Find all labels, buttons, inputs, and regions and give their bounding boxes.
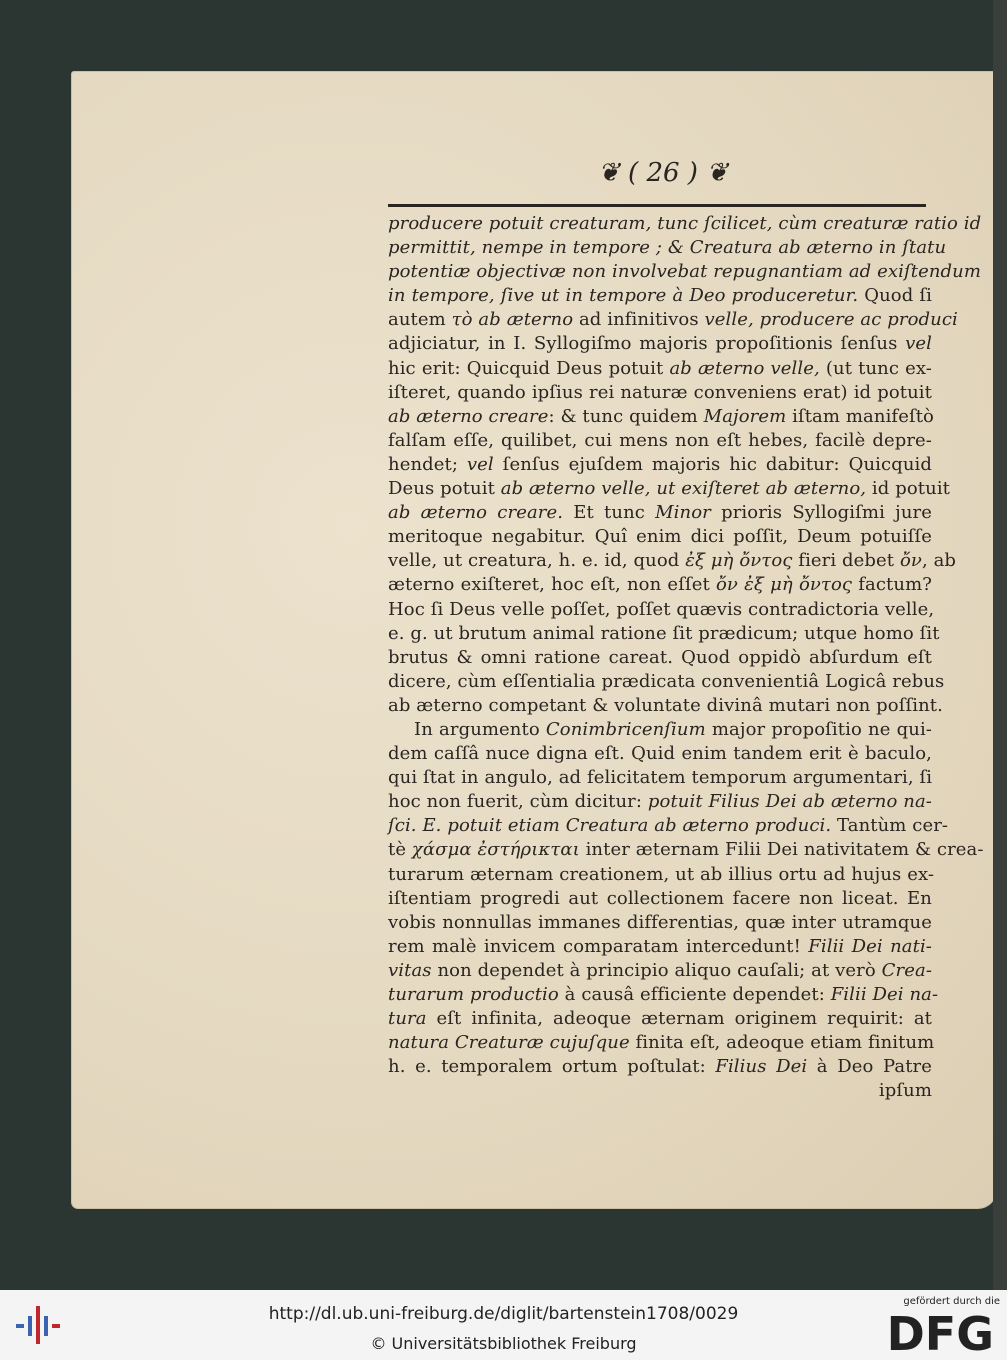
text-segment: ἐξ μὴ ὄντος <box>685 550 793 572</box>
text-line <box>388 622 940 646</box>
text-segment: prioris Syllogiſmi jure <box>710 502 932 524</box>
text-segment: finita eſt, adeoque etiam finitum <box>629 1032 935 1054</box>
text-segment: Deus potuit <box>388 478 501 500</box>
page-edge <box>993 0 1007 1290</box>
text-segment: Filius Dei <box>715 1056 808 1078</box>
text-line <box>388 212 982 236</box>
text-line <box>388 838 984 862</box>
text-segment: ὄν ἐξ μὴ ὄντος <box>715 574 853 596</box>
text-segment: ipſum <box>878 1080 932 1102</box>
text-line <box>388 598 935 622</box>
text-segment: vitas <box>388 959 432 981</box>
text-segment: qui ſtat in angulo, ad felicitatem temporum argumentari, ſi <box>388 767 933 789</box>
text-segment: hoc non fuerit, cùm dicitur: <box>388 791 648 813</box>
text-segment: ab æterno creare <box>388 405 549 427</box>
ornament-left-icon: ❦ <box>597 158 629 188</box>
text-segment: Et tunc <box>563 502 656 524</box>
text-segment: adjiciatur, in I. Syllogiſmo majoris propoſitionis ſenſus <box>388 333 906 355</box>
text-line <box>388 887 932 911</box>
text-segment: vel <box>905 333 932 355</box>
text-segment: rem malè invicem comparatam intercedunt! <box>388 935 809 957</box>
text-segment: brutus & omni ratione careat. Quod oppidò abſurdum eſt <box>388 646 932 668</box>
text-line <box>388 429 932 453</box>
text-line <box>388 790 932 814</box>
text-segment: Filii Dei nati- <box>808 935 932 957</box>
text-segment: ad infinitivos <box>573 309 705 331</box>
text-line <box>388 501 932 525</box>
footer-url[interactable]: http://dl.ub.uni-freiburg.de/diglit/bartenstein1708/0029 <box>268 1304 739 1324</box>
text-segment: dicere, cùm eſſentialia prædicata convenientiâ Logicâ rebus <box>388 670 945 692</box>
text-segment: meritoque negabitur. Quî enim dici poſſit, Deum potuiſſe <box>388 526 932 548</box>
text-segment: in tempore, ſive ut in tempore à Deo produceretur. <box>388 285 859 307</box>
text-line <box>388 381 932 405</box>
text-segment: permittit, nempe in tempore ; & Creatura ab æterno in ſtatu <box>388 237 947 259</box>
text-line <box>388 525 932 549</box>
text-line <box>388 766 932 790</box>
text-line <box>388 814 949 838</box>
text-segment: potuit Filius Dei ab æterno na- <box>647 791 932 813</box>
text-line <box>388 1055 932 1079</box>
text-segment: turarum æternam creationem, ut ab illius ortu ad hujus ex- <box>388 863 935 885</box>
text-line <box>388 236 947 260</box>
text-line <box>388 646 932 670</box>
text-segment: Minor <box>655 502 711 524</box>
text-line <box>388 405 932 429</box>
text-line <box>388 983 939 1007</box>
text-segment: ὄν <box>899 550 922 572</box>
text-segment: natura Creaturæ cujuſque <box>388 1032 630 1054</box>
text-segment: Quod ſi <box>858 285 932 307</box>
text-segment: ab æterno creare. <box>388 502 564 524</box>
text-segment: inter æternam Filii Dei nativitatem & crea- <box>579 839 984 861</box>
ornament-right-icon: ❦ <box>697 158 729 188</box>
text-segment: producere potuit creaturam, tunc ſcilicet, cùm creaturæ ratio id <box>388 213 982 234</box>
text-line <box>388 477 951 501</box>
page-number: ( 26 ) <box>628 158 698 188</box>
text-segment: iſteret, quando ipſius rei naturæ conveniens erat) id potuit <box>388 381 932 403</box>
text-segment: ab æterno velle, ut exiſteret ab æterno, <box>500 478 867 500</box>
text-line <box>388 935 932 959</box>
text-line <box>388 863 935 887</box>
text-segment: In argumento <box>414 718 546 740</box>
text-segment: Conimbricenſium <box>545 718 706 740</box>
text-line <box>388 549 957 573</box>
text-segment: vel <box>466 453 494 475</box>
text-line <box>388 694 943 718</box>
text-segment: Tantùm cer- <box>831 815 949 837</box>
footer-copyright: © Universitätsbibliothek Freiburg <box>370 1334 637 1353</box>
text-segment: : & tunc quidem <box>548 405 704 427</box>
text-segment: ſenſus ejuſdem majoris hic dabitur: Quicquid <box>493 453 932 475</box>
text-segment: turarum productio <box>388 984 559 1005</box>
text-segment: χάσμα ἐστήρικται <box>411 839 580 861</box>
text-segment: hic erit: Quicquid Deus potuit <box>388 357 670 379</box>
text-line <box>388 332 932 356</box>
text-segment: (ut tunc ex- <box>819 357 932 379</box>
text-segment: velle, ut creatura, h. e. id, quod <box>388 550 686 572</box>
text-segment: factum? <box>852 574 933 596</box>
text-line <box>388 718 932 742</box>
text-segment: velle, producere ac produci <box>704 309 958 331</box>
text-segment: Majorem <box>703 405 787 427</box>
text-segment: ab æterno competant & voluntate divinâ mutari non poſſint. <box>388 694 943 716</box>
funding-caption: gefördert durch die <box>903 1296 1000 1307</box>
text-segment: Crea- <box>881 959 932 981</box>
text-line <box>388 308 958 332</box>
text-line <box>388 573 932 597</box>
dfg-logo-text: DFG <box>886 1308 994 1354</box>
text-segment: ab æterno velle, <box>669 357 820 379</box>
text-segment: , ab <box>921 550 957 572</box>
body-text <box>388 212 984 1103</box>
text-line <box>388 1007 932 1031</box>
text-segment: non dependet à principio aliquo cauſali; at verò <box>431 959 882 981</box>
text-segment: Hoc ſi Deus velle poſſet, poſſet quævis contradictoria velle, <box>388 598 935 620</box>
text-segment: major propoſitio ne qui- <box>705 718 932 740</box>
text-line <box>388 959 932 983</box>
text-line <box>388 260 982 284</box>
text-segment: autem <box>388 309 452 331</box>
text-segment: iſtam manifeſtò <box>786 405 934 427</box>
text-line <box>388 1079 932 1103</box>
text-segment: h. e. temporalem ortum poſtulat: <box>388 1056 716 1078</box>
text-segment: fieri debet <box>792 550 900 572</box>
text-line <box>388 670 945 694</box>
text-segment: e. g. ut brutum animal ratione ſit prædicum; utque homo ſit <box>388 622 940 644</box>
text-segment: æterno exiſteret, hoc eſt, non eſſet <box>388 574 716 596</box>
text-segment: ſci. E. potuit etiam Creatura ab æterno produci. <box>388 815 832 837</box>
text-segment: à causâ efficiente dependet: <box>558 984 831 1005</box>
text-segment: tè <box>388 839 412 861</box>
text-segment: hendet; <box>388 453 467 475</box>
text-segment: eſt infinita, adeoque æternam originem requirit: at <box>426 1008 932 1030</box>
text-segment: potentiæ objectivæ non involvebat repugnantiam ad exiſtendum <box>388 261 982 283</box>
text-segment: iſtentiam progredi aut collectionem facere non liceat. En <box>388 887 932 909</box>
text-line <box>388 742 932 766</box>
text-segment: à Deo Patre <box>807 1056 932 1078</box>
dfg-logo <box>886 1308 996 1354</box>
text-line <box>388 911 932 935</box>
text-segment: τὸ ab æterno <box>451 309 574 331</box>
text-line <box>388 453 932 477</box>
header-rule <box>388 204 926 207</box>
text-segment: Filii Dei na- <box>830 984 939 1005</box>
text-segment: falſam eſſe, quilibet, cui mens non eſt hebes, facilè depre- <box>388 429 932 451</box>
text-segment: vobis nonnullas immanes differentias, quæ inter utramque <box>388 911 932 933</box>
page-header <box>578 158 748 198</box>
text-segment: dem caſſâ nuce digna eſt. Quid enim tandem erit è baculo, <box>388 743 932 765</box>
text-line <box>388 284 932 308</box>
text-line <box>388 357 932 381</box>
text-segment: tura <box>388 1008 427 1030</box>
text-line <box>388 1031 935 1055</box>
text-segment: id potuit <box>866 478 951 500</box>
